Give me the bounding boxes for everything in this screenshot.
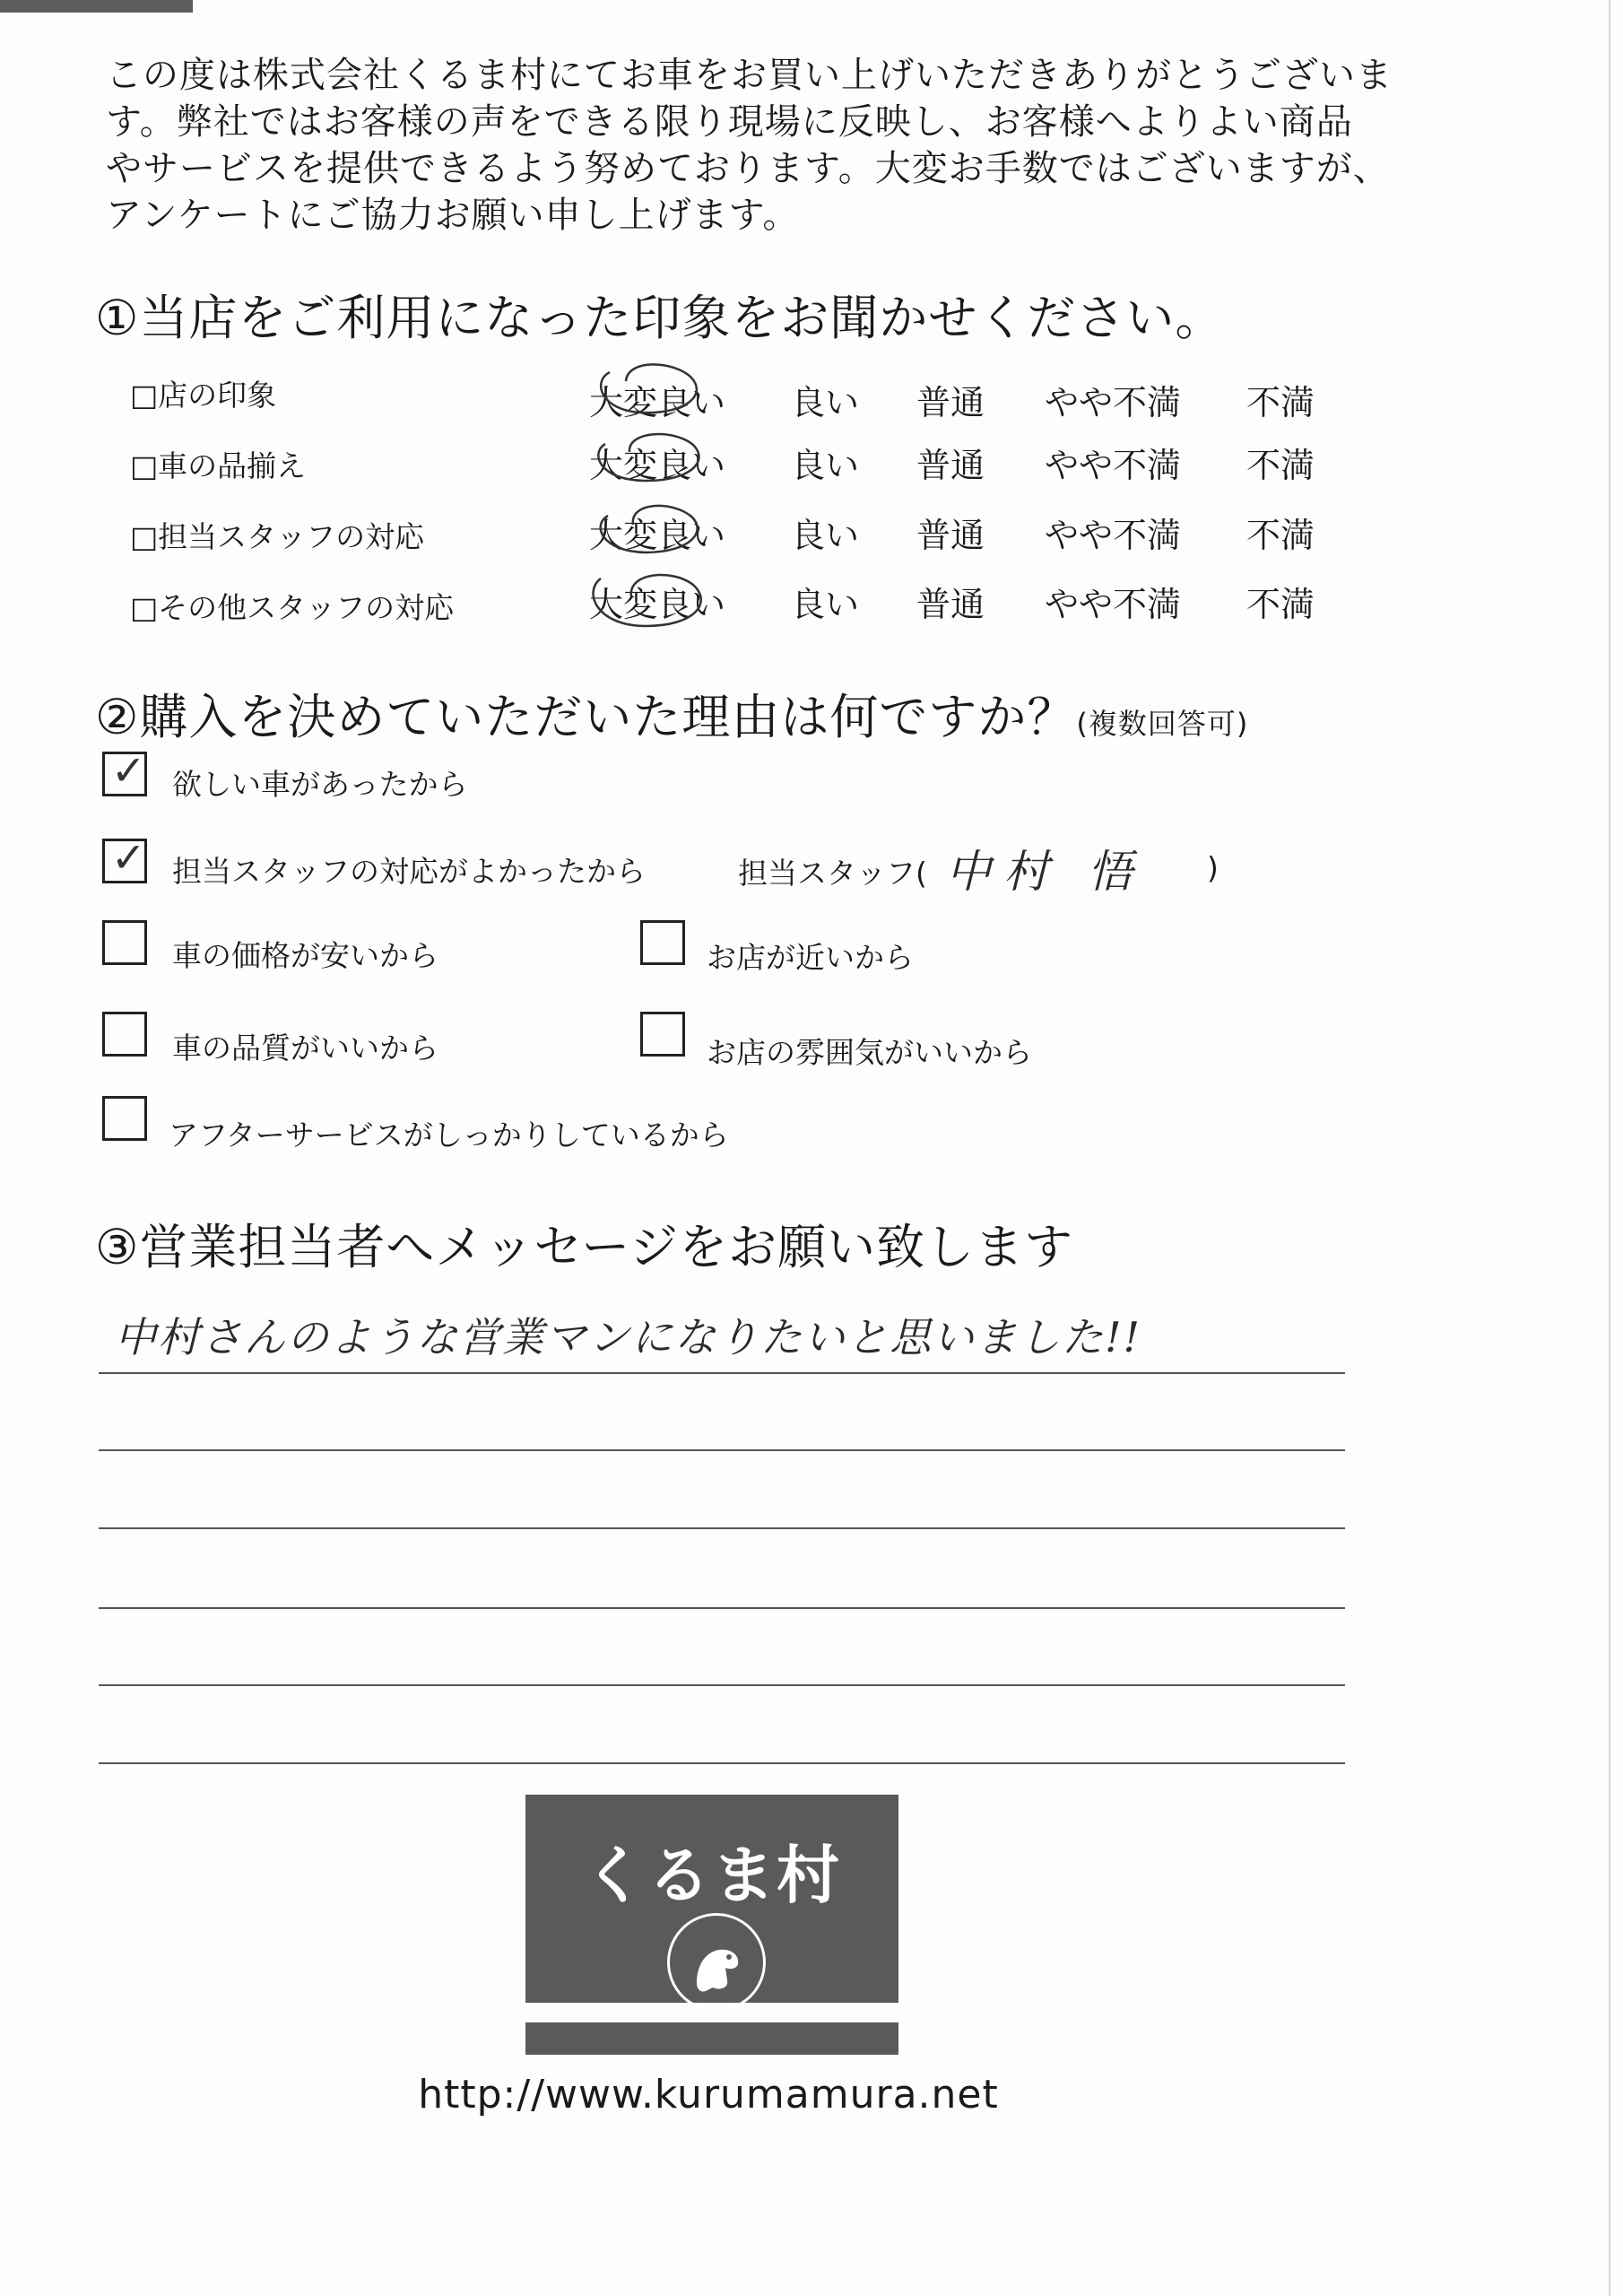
- q1-option-dissatisfied[interactable]: 不満: [1246, 516, 1315, 555]
- reason-checkbox[interactable]: [640, 920, 685, 965]
- intro-line: この度は株式会社くるま村にてお車をお買い上げいただきありがとうございま: [106, 55, 1393, 96]
- reason-checkbox[interactable]: [640, 1012, 685, 1057]
- reason-label: お店の雰囲気がいいから: [707, 1035, 1032, 1070]
- message-line: [99, 1527, 1345, 1529]
- staff-name-handwritten[interactable]: 中村 悟: [946, 846, 1145, 898]
- q1-option-very-good[interactable]: 大変良い: [589, 585, 726, 624]
- q1-option-good[interactable]: 良い: [791, 383, 860, 422]
- selection-circle: [601, 364, 697, 413]
- q1-option-dissatisfied[interactable]: 不満: [1246, 383, 1315, 422]
- reason-checkbox[interactable]: [102, 1096, 147, 1141]
- selection-circle: [594, 575, 701, 626]
- selection-circle-marks: [574, 341, 753, 646]
- message-handwritten[interactable]: 中村さんのような営業マンになりたいと思いました!!: [115, 1313, 1141, 1361]
- staff-label-close: ): [1207, 850, 1219, 885]
- reason-label: アフターサービスがしっかりしているから: [169, 1118, 729, 1152]
- intro-text: [106, 52, 1393, 239]
- reason-label: お店が近いから: [707, 940, 914, 975]
- website-url[interactable]: http://www.kurumamura.net: [418, 2072, 999, 2118]
- intro-line: やサービスを提供できるよう努めております。大変お手数ではございますが、: [106, 148, 1390, 189]
- q1-option-normal[interactable]: 普通: [916, 516, 985, 555]
- scan-edge: [0, 0, 193, 13]
- reason-checkbox[interactable]: [102, 920, 147, 965]
- message-line: [99, 1684, 1345, 1686]
- check-mark-icon: ✓: [111, 833, 146, 882]
- q3-heading: ③営業担当者へメッセージをお願い致します: [95, 1219, 1074, 1275]
- intro-line: アンケートにご協力お願い申し上げます。: [106, 195, 800, 236]
- q1-option-very-good[interactable]: 大変良い: [589, 446, 726, 485]
- message-line: [99, 1449, 1345, 1451]
- q1-item-label: □車の品揃え: [130, 448, 307, 483]
- q1-option-somewhat-dissatisfied[interactable]: やや不満: [1045, 585, 1182, 624]
- check-mark-icon: ✓: [111, 746, 146, 795]
- reason-label: 担当スタッフの対応がよかったから: [172, 854, 646, 889]
- q2-heading-text: ②購入を決めていただいた理由は何ですか？: [95, 689, 1077, 745]
- reason-checkbox[interactable]: [102, 1012, 147, 1057]
- q1-option-good[interactable]: 良い: [791, 585, 860, 624]
- reason-label: 車の価格が安いから: [172, 938, 438, 973]
- q1-option-dissatisfied[interactable]: 不満: [1246, 585, 1315, 624]
- message-line: [99, 1372, 1345, 1374]
- q1-option-dissatisfied[interactable]: 不満: [1246, 446, 1315, 485]
- reason-label: 欲しい車があったから: [172, 767, 468, 802]
- q1-option-somewhat-dissatisfied[interactable]: やや不満: [1045, 446, 1182, 485]
- q2-heading-note: (複数回答可): [1076, 707, 1249, 741]
- q2-heading: [95, 679, 1248, 748]
- logo-bottom-band: [525, 2022, 898, 2055]
- q1-option-normal[interactable]: 普通: [916, 446, 985, 485]
- staff-label-open: 担当スタッフ(: [738, 856, 927, 891]
- q1-item-label: □その他スタッフの対応: [130, 590, 455, 625]
- q1-option-good[interactable]: 良い: [791, 446, 860, 485]
- q1-option-very-good[interactable]: 大変良い: [589, 516, 726, 555]
- q1-option-normal[interactable]: 普通: [916, 383, 985, 422]
- q1-option-good[interactable]: 良い: [791, 516, 860, 555]
- q1-item-label: □担当スタッフの対応: [130, 519, 425, 554]
- q1-item-label: □店の印象: [130, 378, 277, 413]
- q1-option-somewhat-dissatisfied[interactable]: やや不満: [1045, 383, 1182, 422]
- q1-heading: ①当店をご利用になった印象をお聞かせください。: [95, 290, 1225, 346]
- q1-option-very-good[interactable]: 大変良い: [589, 383, 726, 422]
- intro-line: す。弊社ではお客様の声をできる限り現場に反映し、お客様へよりよい商品: [106, 101, 1353, 143]
- scan-edge-right: [1609, 0, 1610, 2296]
- q1-option-normal[interactable]: 普通: [916, 585, 985, 624]
- message-line: [99, 1762, 1345, 1764]
- selection-circle: [601, 506, 698, 552]
- reason-label: 車の品質がいいから: [172, 1031, 438, 1065]
- logo-text: くるま村: [583, 1839, 841, 1912]
- q1-option-somewhat-dissatisfied[interactable]: やや不満: [1045, 516, 1182, 555]
- selection-circle: [598, 434, 699, 481]
- message-line: [99, 1607, 1345, 1609]
